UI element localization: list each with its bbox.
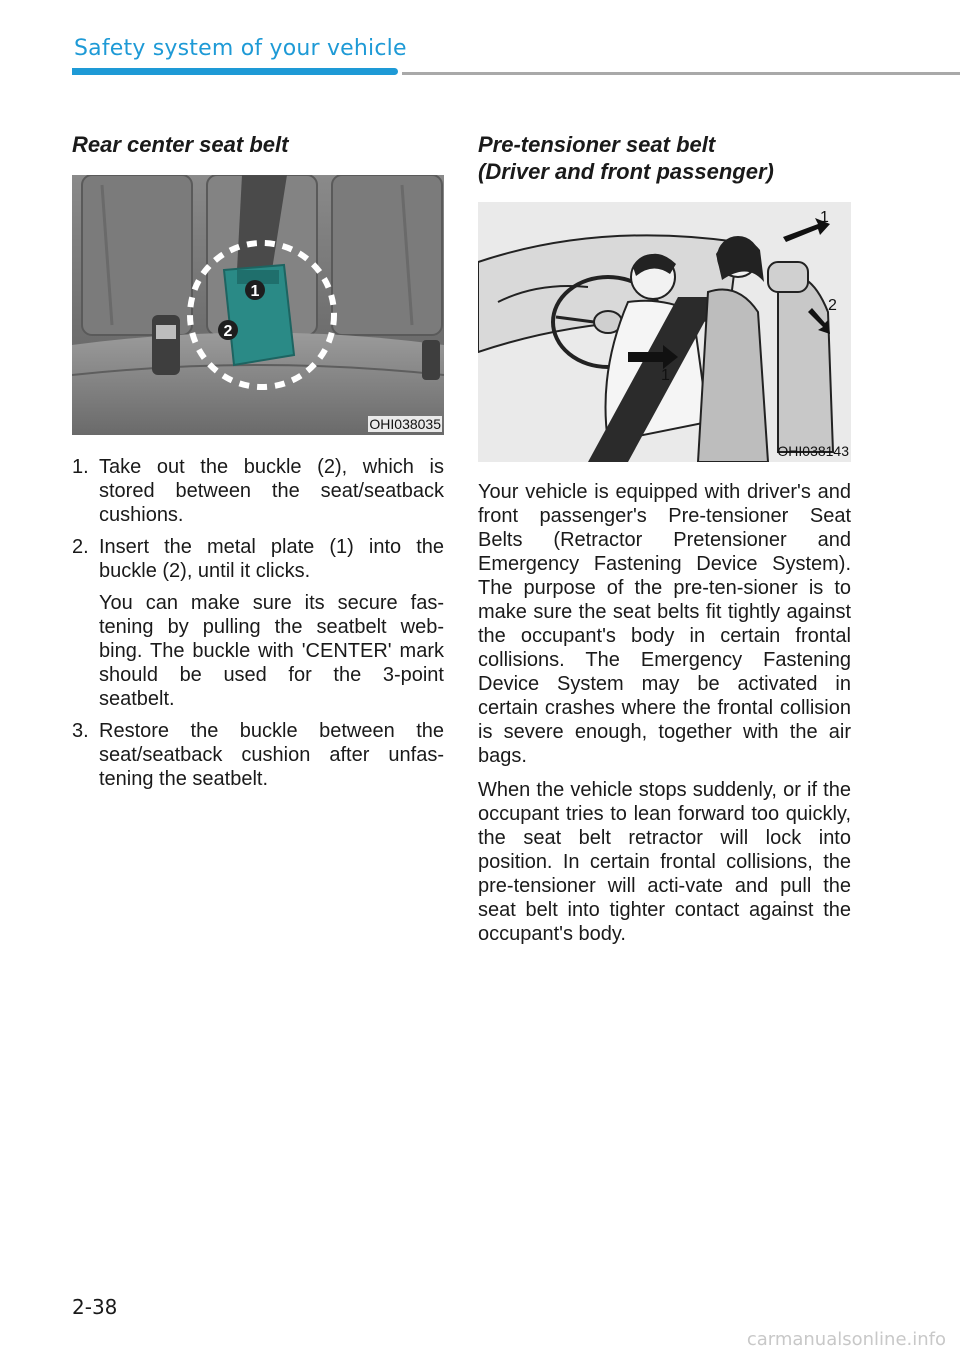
cabin-illustration: [478, 202, 851, 462]
step-text: Insert the metal plate (1) into the buckle (2), until it clicks.: [99, 536, 444, 582]
list-item: [72, 455, 444, 527]
callout-1: 1: [250, 283, 260, 300]
list-item: [72, 535, 444, 711]
step-text: Restore the buckle between the seat/seatback cushion after unfas-tening the seatbelt.: [99, 720, 444, 790]
figure-code: OHI038035: [369, 416, 441, 432]
header-title: Safety system of your vehicle: [74, 36, 407, 61]
callout-1-top: 1: [820, 209, 829, 226]
right-column: [478, 0, 851, 1362]
pretensioner-figure: [478, 202, 851, 462]
section-heading-rear-center-belt: Rear center seat belt: [72, 132, 289, 157]
rear-seat-illustration: [72, 175, 444, 435]
pretensioner-body: [478, 480, 851, 956]
rear-center-belt-figure: [72, 175, 444, 435]
step-number: 2.: [72, 536, 89, 558]
paragraph: When the vehicle stops suddenly, or if the occupant tries to lean forward too quickly, the seat belt retractor will lock into position. In certain frontal collisions, the pre-tensioner will acti-vate and pull the seat belt into tighter contact against the occupant's body.: [478, 779, 851, 945]
callout-2: 2: [828, 297, 837, 314]
list-item: [72, 719, 444, 791]
step-subtext: You can make sure its secure fas-tening by pulling the seatbelt web-bing. The buckle with 'CENTER' mark should be used for the 3-point seatbelt.: [99, 592, 444, 710]
watermark: carmanualsonline.info: [746, 1329, 946, 1350]
left-column: [72, 0, 444, 1362]
heading-line-2: (Driver and front passenger): [478, 159, 774, 184]
page-number: 2-38: [72, 1295, 118, 1319]
heading-line-1: Pre-tensioner seat belt: [478, 132, 716, 157]
steps-list: [72, 455, 444, 799]
callout-2: 2: [223, 323, 233, 340]
paragraph: Your vehicle is equipped with driver's and front passenger's Pre-tensioner Seat Belts (Retractor Pretensioner and Emergency Fastening Device System). The purpose of the pre-ten-sioner is to make sure the seat belts fit tightly against the occupant's body in certain frontal collisions. The Emergency Fastening Device System may be activated in certain crashes where the frontal collision is severe enough, together with the air bags.: [478, 481, 851, 767]
step-number: 3.: [72, 720, 89, 742]
figure-code: OHI038143: [777, 443, 849, 459]
callout-1-bottom: 1: [661, 367, 670, 384]
step-number: 1.: [72, 456, 89, 478]
step-text: Take out the buckle (2), which is stored between the seat/seatback cushions.: [99, 456, 444, 526]
section-heading-pretensioner: [478, 131, 774, 185]
